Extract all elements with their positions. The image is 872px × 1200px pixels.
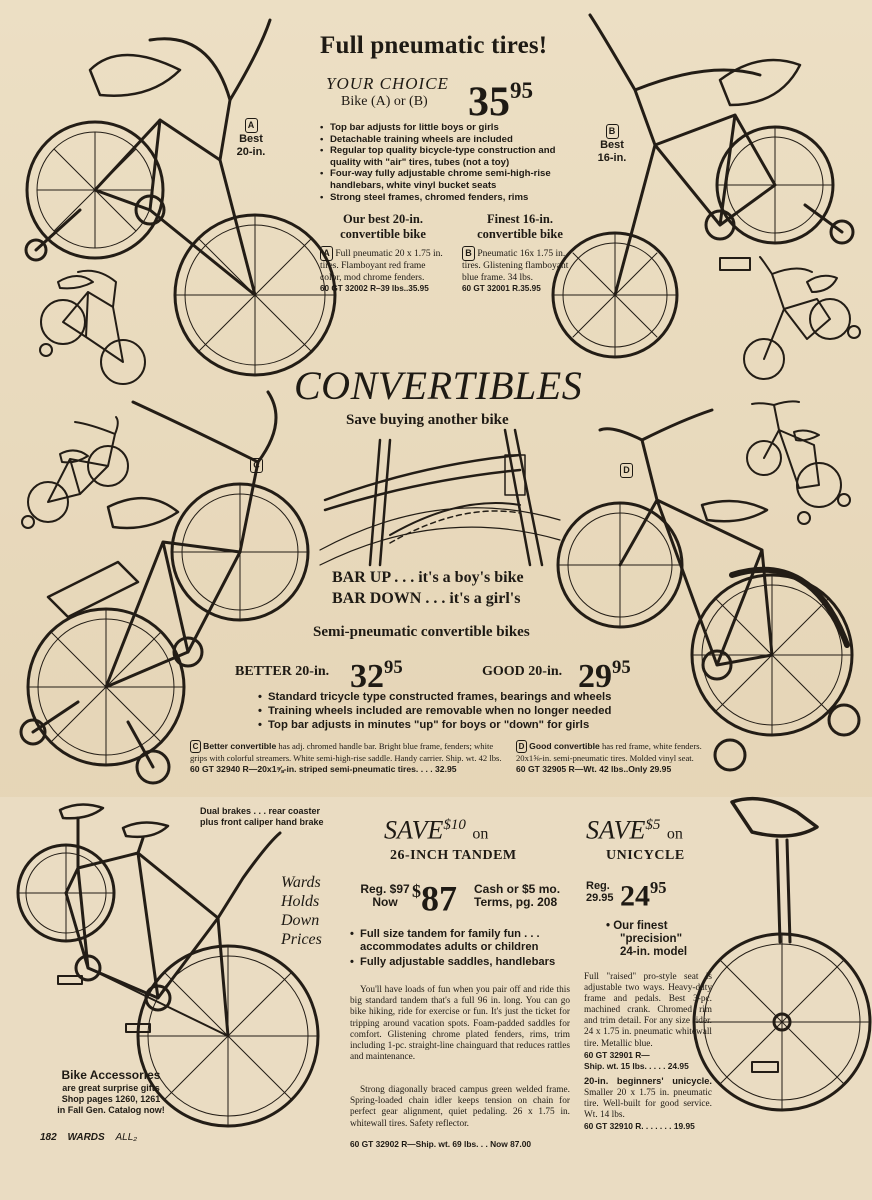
unicycle-highlight (606, 920, 687, 959)
better-price-whole: 32 (350, 658, 384, 696)
headline: Full pneumatic tires! (320, 32, 548, 59)
bar-down-line: BAR DOWN . . . it's a girl's (332, 590, 521, 607)
tandem-save-amount: $10 (443, 817, 466, 833)
unicycle-reg-line2: 29.95 (586, 892, 614, 904)
tandem-feature-item: • Fully adjustable saddles, handlebars (350, 956, 575, 969)
best20-description (320, 246, 448, 294)
convertibles-subtitle: Save buying another bike (346, 412, 509, 428)
good-order-line: 60 GT 32905 R—Wt. 42 lbs..Only 29.95 (516, 763, 672, 774)
beginner-unicycle-lead: 20-in. beginners' unicycle. (584, 1075, 712, 1086)
wards-holds-down-prices (281, 873, 322, 949)
unicycle-save-amount: $5 (645, 817, 661, 833)
tandem-sale-price (412, 872, 457, 918)
bike-d-small-illustration (744, 400, 854, 530)
best16-order-line: 60 GT 32001 R.35.95 (462, 284, 541, 293)
top-price (468, 68, 533, 124)
unicycle-save-on: on (666, 825, 683, 843)
top-feature-item: • Four-way fully adjustable chrome semi-high-rise handlebars, white vinyl bucket seats (320, 168, 570, 191)
good-label: GOOD 20-in. (482, 664, 563, 679)
better-desc-lead: Better convertible (203, 741, 277, 751)
better-desc-text: has adj. chromed handle bar. Bright blue frame, fenders; white grips with colorful streamers. White semi-high-rise saddle. Handy carrier. Ship. wt. 42 lbs. (190, 741, 502, 763)
tandem-reg-line2: Now (372, 895, 398, 909)
beginner-unicycle-text: Smaller 20 x 1.75 in. pneumatic tire. Well-built for good service. Wt. 14 lbs. (584, 1087, 712, 1121)
good-desc-text: has red frame, white fenders. 20x1⅝-in. semi-pneumatic tires. Molded vinyl seat. (516, 741, 702, 763)
top-feature-item: • Detachable training wheels are included (320, 134, 570, 146)
dual-brakes-note (200, 806, 324, 828)
mid-feature-item: • Standard tricycle type constructed frames, bearings and wheels (258, 690, 638, 704)
bike-b-small-illustration (742, 254, 862, 389)
bike-b-letter: B (606, 124, 619, 139)
tandem-price-value: 87 (421, 878, 457, 919)
better-price-cents: 95 (384, 657, 403, 678)
bike-b-tag-line2: 16-in. (597, 152, 627, 164)
top-price-whole: 35 (468, 79, 510, 126)
mid-feature-item: • Training wheels included are removable when no longer needed (258, 704, 638, 718)
unicycle-title: UNICYCLE (606, 848, 685, 863)
unicycle-illustration (722, 792, 852, 1132)
unicycle-feat-text1: Our finest (613, 920, 668, 932)
best20-desc-text: Full pneumatic 20 x 1.75 in. tires. Flamboyant red frame color, mod chrome fenders. (320, 249, 443, 283)
unicycle-regular-price (586, 880, 614, 904)
best20-heading (318, 212, 448, 242)
unicycle-description (584, 972, 712, 1132)
bike-a-tag (236, 118, 266, 159)
bike-c-letter: C (250, 458, 263, 473)
tandem-save-word: SAVE (384, 815, 444, 845)
unicycle-feat-line2: "precision" (620, 933, 683, 945)
convertibles-title: CONVERTIBLES (294, 363, 583, 408)
better-label: BETTER 20-in. (235, 664, 330, 679)
bike-b-tag (597, 124, 627, 165)
bike-d-letter: D (620, 463, 633, 478)
prices-line: Prices (281, 931, 322, 948)
tandem-terms (474, 883, 560, 909)
bike-ab-label: Bike (A) or (B) (341, 94, 428, 109)
best16-letter: B (462, 246, 475, 261)
better-order-line: 60 GT 32940 R—20x1⅝-in. striped semi-pneumatic tires. . . . 32.95 (190, 763, 457, 774)
wards-line: Wards (281, 874, 321, 891)
top-feature-item: • Regular top quality bicycle-type construction and quality with "air" tires, tubes (not a toy) (320, 145, 570, 168)
unicycle-order-line2: 60 GT 32910 R. . . . . . . 19.95 (584, 1121, 695, 1132)
footer-brand: WARDS (67, 1132, 105, 1143)
bike-a-tag-line2: 20-in. (236, 146, 266, 158)
top-feature-item: • Strong steel frames, chromed fenders, rims (320, 192, 570, 204)
holds-line: Holds (281, 893, 320, 910)
good-desc-letter: D (516, 740, 527, 753)
accessories-title: Bike Accessories (61, 1068, 161, 1082)
unicycle-reg-line1: Reg. (586, 880, 610, 892)
tandem-save-on: on (472, 825, 489, 843)
good-price-whole: 29 (578, 658, 612, 696)
unicycle-desc-text: Full "raised" pro-style seat is adjustable two ways. Heavy-duty frame and pedals. Best 3-pc. machined crank. Chromed rim and trim detail. For any size rider. 24 x 1.75 in. pneumatic whitewall tire. Metallic blue. (584, 972, 712, 1049)
tandem-order-line: 60 GT 32902 R—Ship. wt. 69 lbs. . . Now 87.00 (350, 1139, 532, 1149)
tandem-price-symbol: $ (412, 881, 421, 901)
better-description (190, 740, 502, 774)
best16-heading-line1: Finest 16-in. (487, 212, 553, 226)
best16-heading-line2: convertible bike (477, 227, 563, 241)
bar-up-line: BAR UP . . . it's a boy's bike (332, 569, 524, 586)
good-description (516, 740, 702, 774)
best16-desc-text: Pneumatic 16x 1.75 in. tires. Glistening flamboyant blue frame. 34 lbs. (462, 249, 569, 283)
good-price-cents: 95 (612, 657, 631, 678)
top-feature-list (320, 122, 570, 203)
unicycle-feat-line3: 24-in. model (620, 946, 688, 958)
bike-accessories-promo (36, 1068, 186, 1116)
bike-a-small-illustration (38, 262, 148, 392)
bike-c-small-illustration (20, 414, 130, 539)
accessories-line3: in Fall Gen. Catalog now! (57, 1105, 165, 1115)
unicycle-price-cents: 95 (650, 878, 667, 897)
better-desc-letter: C (190, 740, 201, 753)
better-price (350, 650, 403, 695)
unicycle-price-whole: 24 (620, 879, 650, 913)
good-desc-lead: Good convertible (529, 741, 600, 751)
mid-feature-item: • Top bar adjusts in minutes "up" for boys or "down" for girls (258, 718, 638, 732)
bike-a-tag-line1: Best (239, 133, 263, 145)
unicycle-order-line1a: 60 GT 32901 R— (584, 1049, 650, 1060)
unicycle-order-line1b: Ship. wt. 15 lbs. . . . . 24.95 (584, 1060, 689, 1071)
bike-b-tag-line1: Best (600, 139, 624, 151)
best16-description (462, 246, 570, 294)
best20-order-line: 60 GT 32002 R–39 lbs..35.95 (320, 284, 429, 293)
best16-heading (456, 212, 584, 242)
unicycle-save-banner (586, 810, 683, 850)
tandem-save-banner (384, 810, 488, 850)
dual-brakes-line2: plus front caliper hand brake (200, 817, 324, 827)
tandem-terms-line1: Cash or $5 mo. (474, 882, 561, 896)
your-choice-label: YOUR CHOICE (326, 74, 449, 93)
convertible-bar-diagram (320, 425, 560, 575)
page-number: 182 (40, 1132, 57, 1143)
tandem-paragraph-1: You'll have loads of fun when you pair off and ride this big standard tandem that's a full 96 in. long. You can go bike hiking, ride for exercise or fun. It's just the ticket for tripping around vacation spots. Foam-padded saddles for comfort. Glistening chrome plated fenders, rims, trim including 1-pc. straight-line chainguard that reduces rattles and maintenance. (350, 985, 570, 1063)
accessories-line1: are great surprise gifts (62, 1083, 160, 1093)
best20-heading-line2: convertible bike (340, 227, 426, 241)
tandem-regular-price (360, 883, 410, 909)
down-line: Down (281, 912, 320, 929)
top-feature-item: • Top bar adjusts for little boys or girls (320, 122, 570, 134)
unicycle-sale-price (620, 872, 667, 912)
tandem-terms-line2: Terms, pg. 208 (474, 895, 558, 909)
bike-a-letter: A (245, 118, 258, 133)
tandem-reg-line1: Reg. $97 (360, 882, 410, 896)
top-price-cents: 95 (510, 77, 534, 103)
dual-brakes-line1: Dual brakes . . . rear coaster (200, 806, 321, 816)
tandem-feature-item: • Full size tandem for family fun . . . accommodates adults or children (350, 928, 575, 954)
unicycle-save-word: SAVE (586, 815, 646, 845)
tandem-feature-list (350, 928, 575, 969)
unicycle-feat-line1: • Our finest (606, 920, 668, 932)
tandem-paragraph-2: Strong diagonally braced campus green welded frame. Spring-loaded chain idler keeps tension on chain for perfect gear alignment, quiet pedaling. 26 x 1.75 in. whitewall tires. Safety reflector. (350, 1085, 570, 1129)
good-price (578, 650, 631, 695)
mid-feature-list (258, 690, 638, 732)
semi-pneumatic-heading: Semi-pneumatic convertible bikes (313, 624, 530, 640)
best20-heading-line1: Our best 20-in. (343, 212, 423, 226)
footer-extra: ALL₂ (115, 1132, 138, 1143)
accessories-line2: Shop pages 1260, 1261 (61, 1094, 161, 1104)
best20-letter: A (320, 246, 333, 261)
tandem-title: 26-INCH TANDEM (390, 848, 517, 863)
page-footer (40, 1132, 137, 1143)
